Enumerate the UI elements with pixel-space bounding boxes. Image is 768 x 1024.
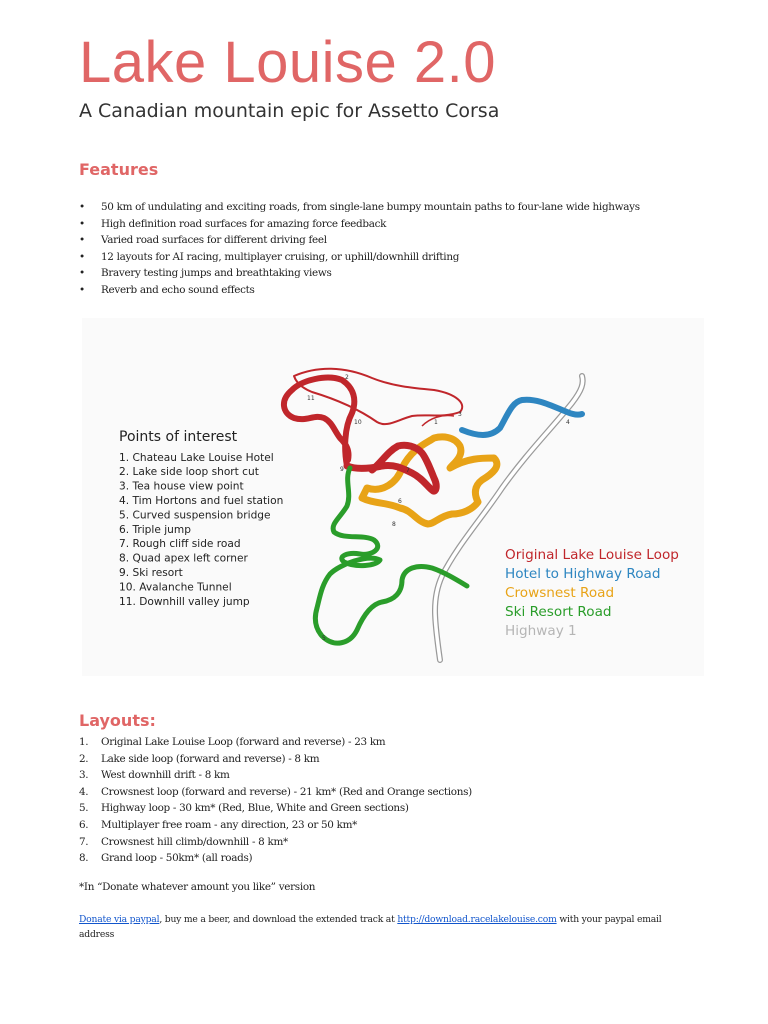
poi-item: 10. Avalanche Tunnel (119, 581, 232, 594)
list-item: • High definition road surfaces for amazing force feedback (79, 216, 640, 233)
poi-item: 4. Tim Hortons and fuel station (119, 495, 284, 507)
marker-3: 3 (458, 411, 462, 418)
poi-item: 3. Tea house view point (119, 480, 244, 493)
list-item: 2. Lake side loop (forward and reverse) - 8 km (79, 752, 320, 765)
poi-item: 2. Lake side loop short cut (119, 466, 259, 478)
features-heading: Features (79, 160, 159, 179)
legend-ski-resort-road: Ski Resort Road (505, 604, 612, 620)
marker-5: 5 (322, 635, 326, 642)
list-item: 6. Multiplayer free roam - any direction, 23 or 50 km* (79, 818, 358, 831)
poi-item: 11. Downhill valley jump (119, 596, 250, 608)
marker-2: 2 (345, 374, 349, 381)
poi-item: 9. Ski resort (119, 567, 183, 579)
bullet-icon: • (79, 283, 85, 296)
list-item: • 12 layouts for AI racing, multiplayer cruising, or uphill/downhill drifting (79, 249, 640, 266)
bullet-icon: • (79, 234, 85, 247)
features-list (79, 199, 640, 299)
poi-item: 8. Quad apex left corner (119, 552, 248, 565)
list-item: 1. Original Lake Louise Loop (forward and reverse) - 23 km (79, 736, 386, 748)
list-item: • 50 km of undulating and exciting roads, from single-lane bumpy mountain paths to four-lane wide highways (79, 199, 640, 216)
marker-4: 4 (566, 419, 570, 426)
donate-paragraph: Donate via paypal, buy me a beer, and download the extended track at http://download.racelakelouise.com with your paypal email address (79, 914, 662, 940)
list-item: 5. Highway loop - 30 km* (Red, Blue, White and Green sections) (79, 802, 409, 815)
list-item: 4. Crowsnest loop (forward and reverse) - 21 km* (Red and Orange sections) (79, 785, 472, 798)
download-url-link[interactable]: http://download.racelakelouise.com (397, 914, 557, 925)
footnote: *In “Donate whatever amount you like” version (79, 881, 316, 893)
list-item: • Varied road surfaces for different driving feel (79, 232, 640, 249)
marker-9: 9 (340, 466, 344, 473)
layouts-heading: Layouts: (79, 711, 156, 730)
list-item: 8. Grand loop - 50km* (all roads) (79, 852, 253, 865)
layouts-list (79, 734, 472, 867)
poi-item: 1. Chateau Lake Louise Hotel (119, 452, 274, 464)
legend-lake-louise-loop: Original Lake Louise Loop (505, 547, 679, 563)
list-item: 7. Crowsnest hill climb/downhill - 8 km* (79, 835, 288, 848)
marker-8: 8 (392, 521, 396, 528)
bullet-icon: • (79, 201, 85, 213)
list-item: • Bravery testing jumps and breathtaking views (79, 265, 640, 282)
list-item: • Reverb and echo sound effects (79, 282, 640, 299)
poi-item: 7. Rough cliff side road (119, 538, 241, 550)
marker-6: 6 (398, 498, 402, 505)
list-item: 3. West downhill drift - 8 km (79, 769, 230, 782)
bullet-icon: • (79, 250, 85, 263)
page-subtitle: A Canadian mountain epic for Assetto Corsa (79, 100, 500, 122)
bullet-icon: • (79, 217, 85, 230)
donate-paypal-link[interactable]: Donate via paypal (79, 914, 160, 925)
poi-heading: Points of interest (119, 429, 238, 445)
marker-7: 7 (406, 467, 410, 474)
page-title: Lake Louise 2.0 (79, 30, 497, 95)
legend-hotel-to-highway: Hotel to Highway Road (505, 566, 661, 582)
bullet-icon: • (79, 267, 85, 280)
legend-highway-1: Highway 1 (505, 623, 577, 639)
marker-11: 11 (307, 395, 315, 402)
track-map (82, 318, 704, 676)
poi-item: 6. Triple jump (119, 524, 191, 536)
marker-10: 10 (354, 419, 362, 426)
marker-1: 1 (434, 419, 438, 426)
legend-crowsnest-road: Crowsnest Road (505, 585, 615, 601)
poi-item: 5. Curved suspension bridge (119, 509, 271, 522)
